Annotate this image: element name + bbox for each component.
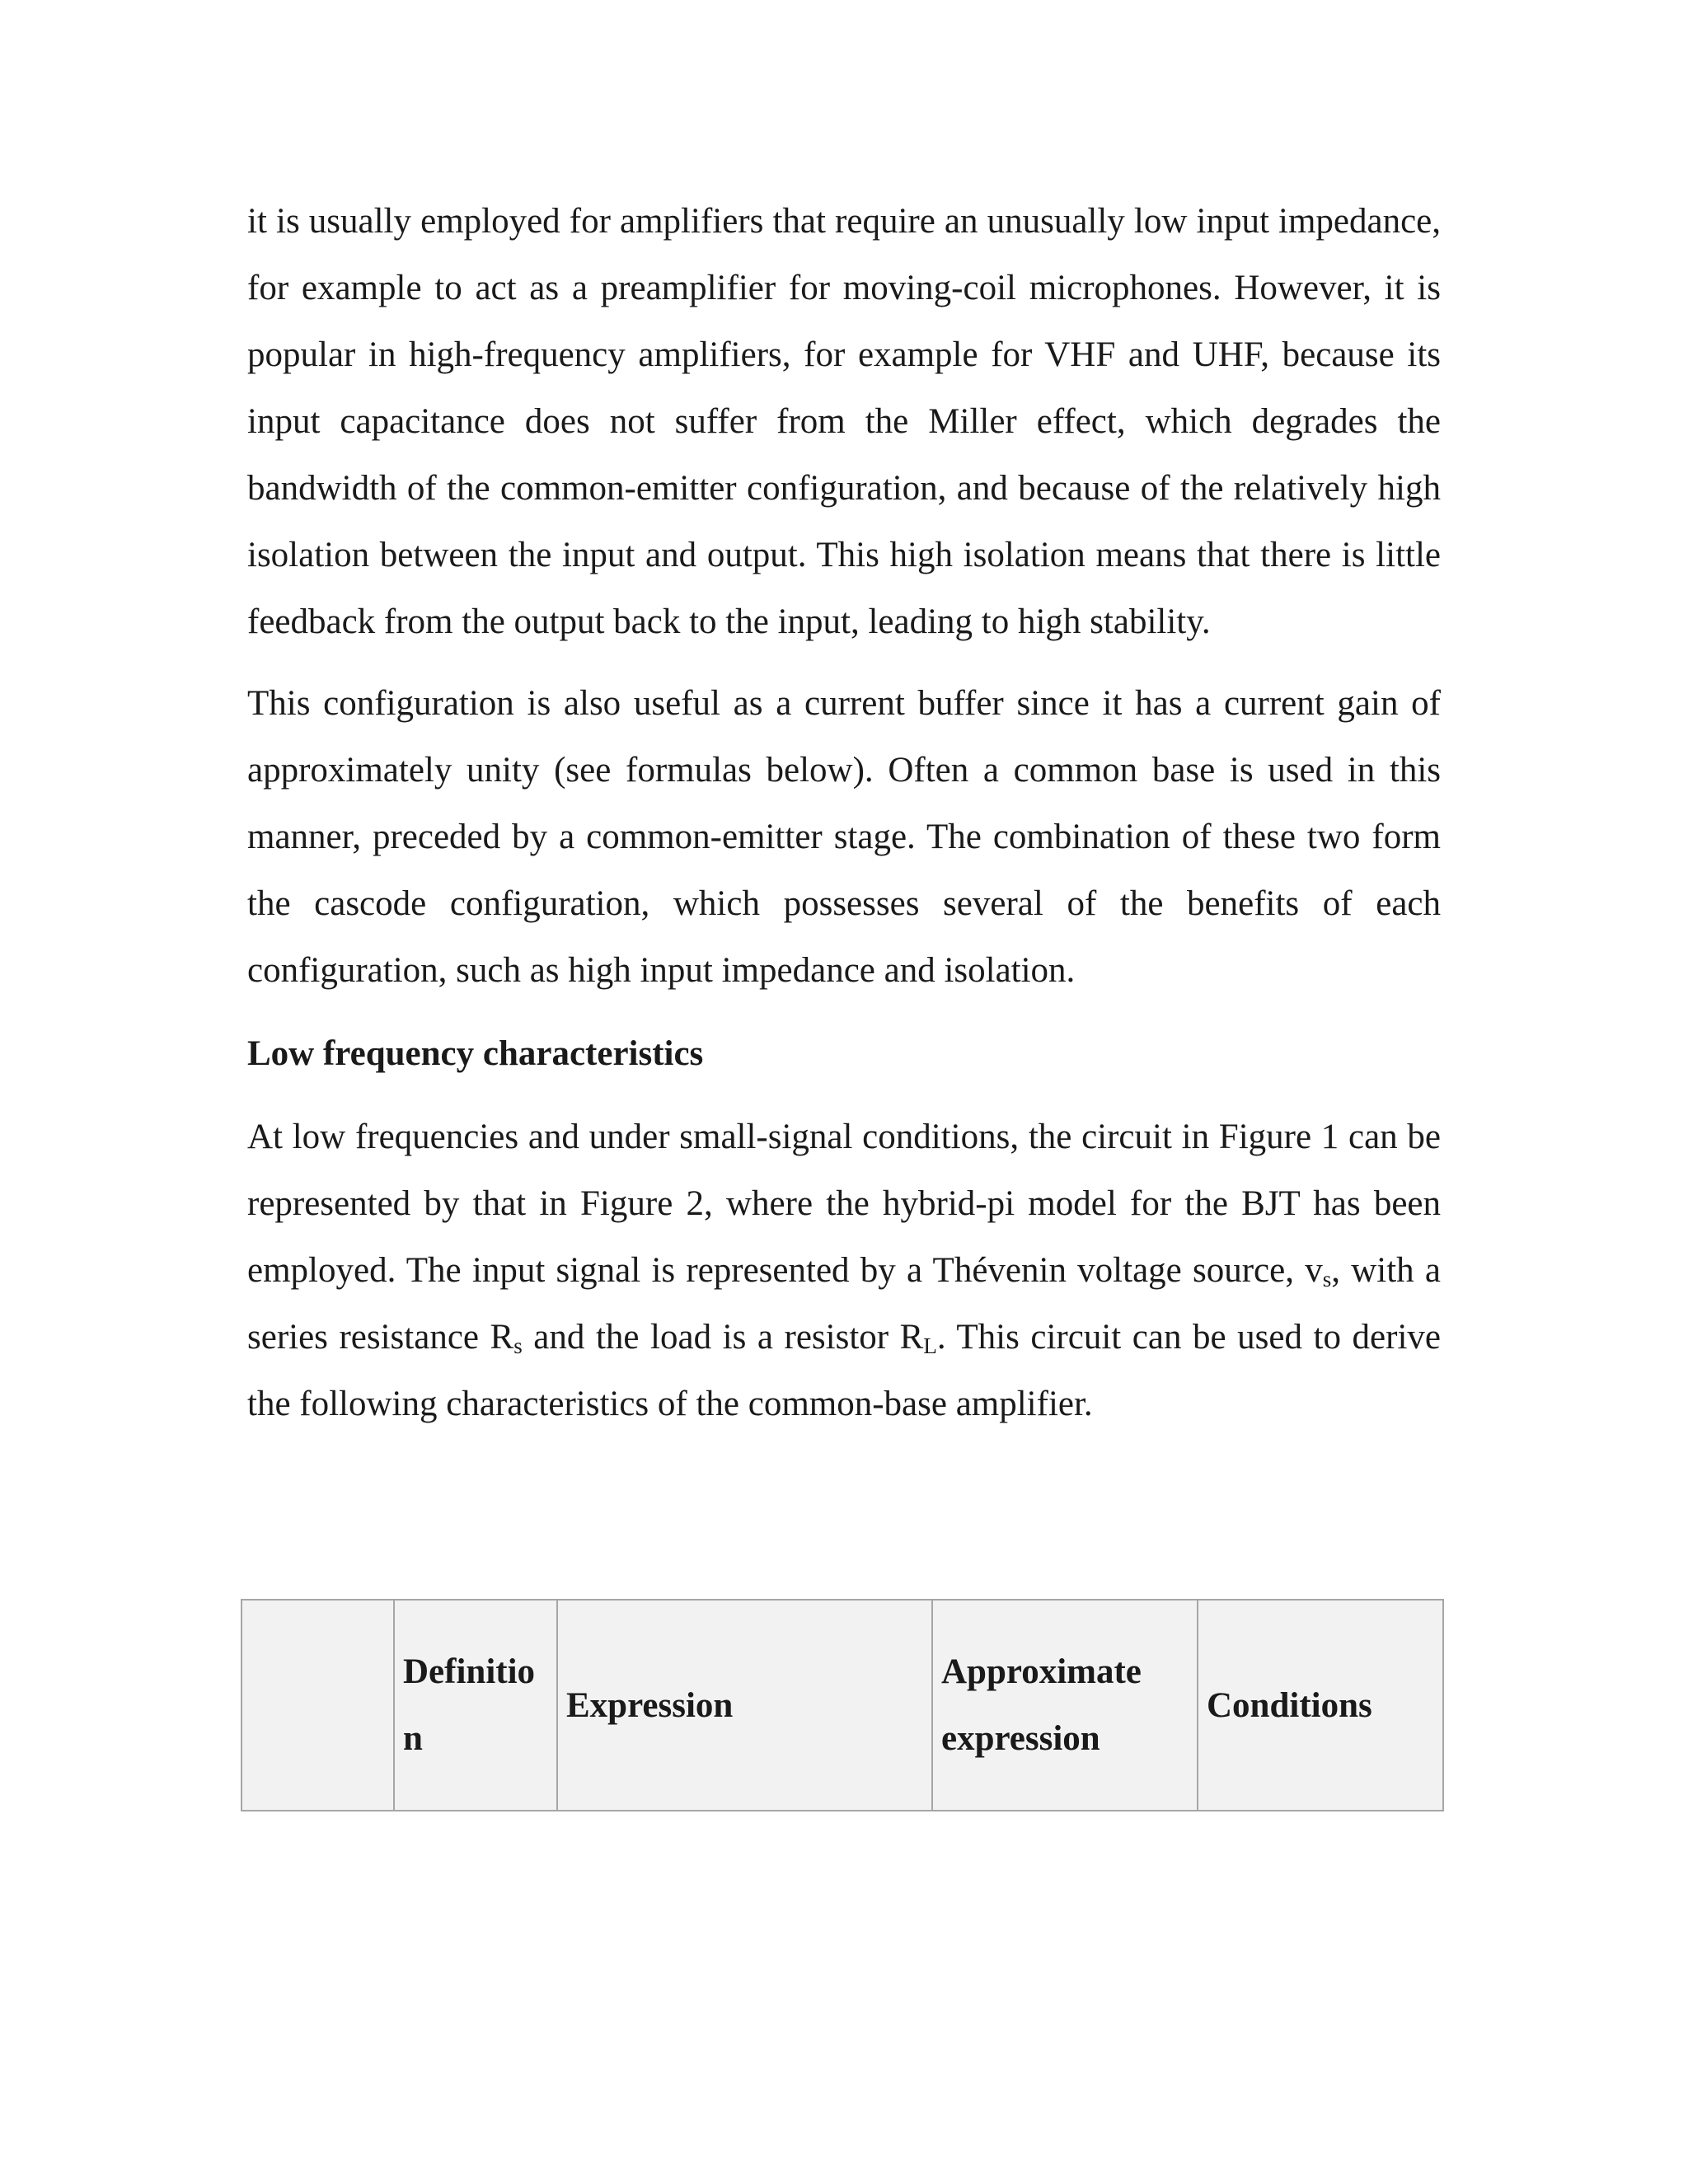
- text-segment: , with a series resistance R: [247, 1251, 1441, 1357]
- section-heading: Low frequency characteristics: [247, 1034, 704, 1073]
- header-cell-definition: Definitio n: [394, 1600, 557, 1811]
- paragraph-common-base-usage: it is usually employed for amplifiers that require an unusually low input impedance, for example to act as a preamplifier for moving-coil microphones. However, it is popular in high-frequency amplifiers, for example for VHF and UHF, because its input capacitance does not suffer from the Miller effect, which degrades the bandwidth of the common-emitter configuration, and because of the relatively high isolation between the input and output. This high isolation means that there is little feedback from the output back to the input, leading to high stability.: [247, 202, 1441, 641]
- text-segment: . This circuit can be used to derive the following characteristics of the common-base amplifier.: [247, 1318, 1441, 1423]
- paragraph-low-frequency: [247, 1104, 1441, 1437]
- paragraph-current-buffer: This configuration is also useful as a current buffer since it has a current gain of approximately unity (see formulas below). Often a common base is used in this manner, preceded by a common-emitter stage. The combination of these two form the cascode configuration, which possesses several of the benefits of each configuration, such as high input impedance and isolation.: [247, 684, 1441, 990]
- subscript: L: [923, 1333, 937, 1358]
- text-segment: and the load is a resistor R: [522, 1318, 924, 1357]
- characteristics-table: [241, 1599, 1444, 1811]
- header-cell-approximate-expression: Approximate expression: [932, 1600, 1198, 1811]
- header-cell-conditions: Conditions: [1198, 1600, 1443, 1811]
- header-cell-blank: [241, 1600, 394, 1811]
- header-cell-expression: Expression: [557, 1600, 932, 1811]
- table-header-row: [241, 1600, 1443, 1811]
- text-segment: At low frequencies and under small-signal conditions, the circuit in Figure 1 can be represented by that in Figure 2, where the hybrid-pi model for the BJT has been employed. The input signal is represented by a Thévenin voltage source, v: [247, 1118, 1441, 1290]
- document-page: [247, 188, 1441, 1437]
- subscript: s: [513, 1333, 523, 1358]
- subscript: s: [1322, 1267, 1332, 1291]
